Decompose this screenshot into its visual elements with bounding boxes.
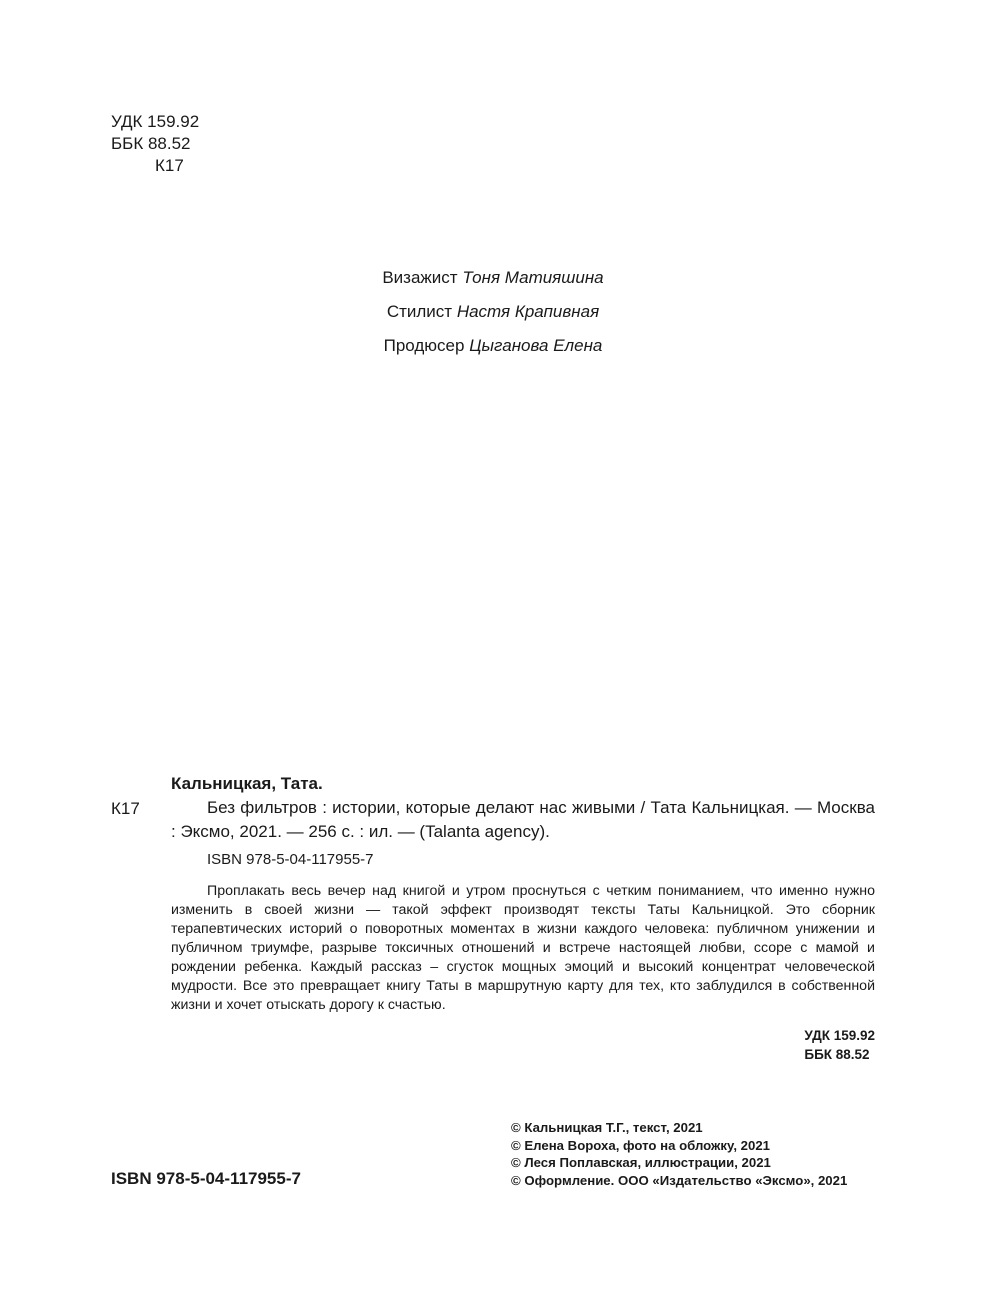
record-bbk: ББК 88.52 [804,1047,870,1062]
credit-role: Продюсер [383,336,465,355]
credit-role: Визажист [382,268,458,287]
copyright-line: © Кальницкая Т.Г., текст, 2021 [511,1120,703,1135]
record-description: Без фильтров : истории, которые делают нас живыми / Тата Кальницкая. — Москва : Эксмо, 2021. — 256 с. : ил. — (Talanta agency). [171,798,875,841]
record-udk: УДК 159.92 [804,1028,875,1043]
credit-name: Тоня Матияшина [462,268,604,287]
record-annotation: Проплакать весь вечер над книгой и утром проснуться с четким пониманием, что именно нужно изменить в своей жизни — такой эффект производят тексты Таты Кальницкой. Это сборник терапевтических историй о поворотных моментах в жизни каждого человека: публичном унижении и публичном триумфе, разрыве токсичных отношений и встрече настоящей любви, ссоре с мамой и рождении ребенка. Каждый рассказ – сгусток мощных эмоций и высокий концентрат человеческой мудрости. Все это превращает книгу Таты в маршрутную карту для тех, кто заблудился в собственной жизни и хочет отыскать дорогу к счастью. [171,883,875,1013]
bibliographic-record [171,772,875,1064]
isbn-bottom: ISBN 978-5-04-117955-7 [111,1169,301,1188]
credits-block [0,266,986,368]
credit-role: Стилист [386,302,453,321]
credit-line [0,266,986,300]
record-author: Кальницкая, Тата. [171,774,323,793]
credit-line [0,300,986,334]
record-isbn: ISBN 978-5-04-117955-7 [207,851,374,868]
credit-name: Настя Крапивная [456,302,600,321]
copyright-block [511,1119,847,1189]
bbk-code: ББК 88.52 [111,134,191,153]
classification-block [111,111,199,177]
credit-name: Цыганова Елена [469,336,603,355]
udk-code: УДК 159.92 [111,112,200,131]
author-mark: К17 [155,156,184,175]
copyright-line: © Леся Поплавская, иллюстрации, 2021 [511,1155,771,1170]
credit-line [0,334,986,368]
copyright-line: © Елена Вороха, фото на обложку, 2021 [511,1137,771,1153]
record-author-mark: К17 [111,799,140,818]
copyright-line: © Оформление. ООО «Издательство «Эксмо», 2021 [511,1172,848,1188]
record-index [171,1026,875,1064]
